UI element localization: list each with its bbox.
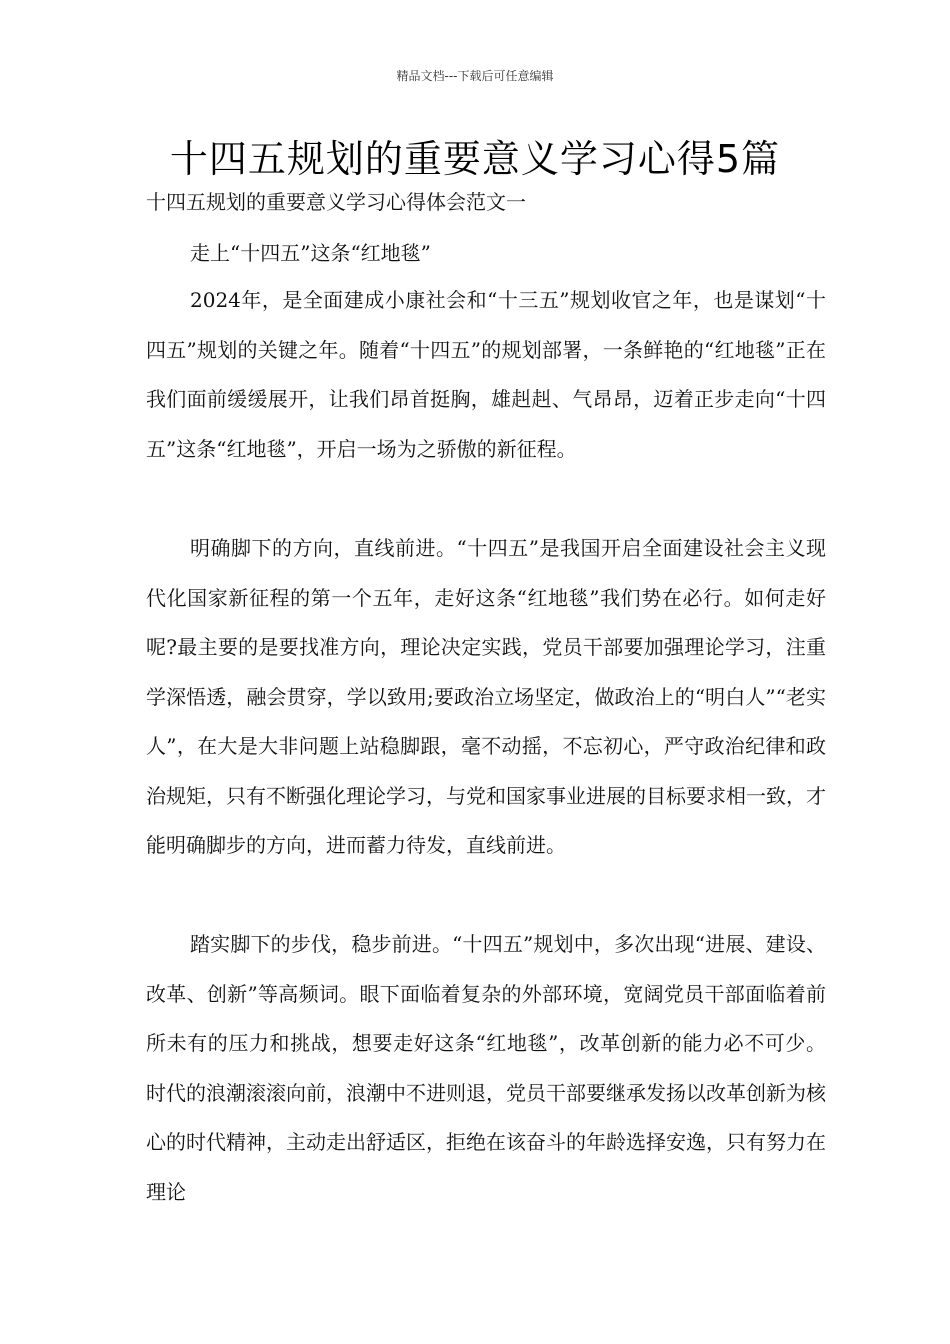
paragraph-1: 2024年，是全面建成小康社会和“十三五”规划收官之年，也是谋划“十四五”规划的关键之年。随着“十四五”的规划部署，一条鲜艳的“红地毯”正在我们面前缓缓展开，让我们昂首挺胸，雄赳赳、气昂昂，迈着正步走向“十四五”这条“红地毯”，开启一场为之骄傲的新征程。 xyxy=(146,288,826,461)
header-note: 精品文档---下载后可任意编辑 xyxy=(396,69,554,83)
section-heading: 走上“十四五”这条“红地毯” xyxy=(190,241,431,265)
paragraph-3: 踏实脚下的步伐，稳步前进。“十四五”规划中，多次出现“进展、建设、改革、创新”等高频词。眼下面临着复杂的外部环境，宽阔党员干部面临着前所未有的压力和挑战，想要走好这条“红地毯”，改革创新的能力必不可少。时代的浪潮滚滚向前，浪潮中不进则退，党员干部要继承发扬以改革创新为核心的时代精神，主动走出舒适区，拒绝在该奋斗的年龄选择安逸，只有努力在理论 xyxy=(146,932,826,1204)
document-subtitle: 十四五规划的重要意义学习心得体会范文一 xyxy=(146,190,526,214)
document-title: 十四五规划的重要意义学习心得5篇 xyxy=(169,137,781,181)
paragraph-2: 明确脚下的方向，直线前进。“十四五”是我国开启全面建设社会主义现代化国家新征程的第一个五年，走好这条“红地毯”我们势在必行。如何走好呢?最主要的是要找准方向，理论决定实践，党员干部要加强理论学习，注重学深悟透，融会贯穿，学以致用;要政治立场坚定，做政治上的“明白人”“老实人”，在大是大非问题上站稳脚跟，毫不动摇，不忘初心，严守政治纪律和政治规矩，只有不断强化理论学习，与党和国家事业进展的目标要求相一致，才能明确脚步的方向，进而蓄力待发，直线前进。 xyxy=(146,536,826,857)
